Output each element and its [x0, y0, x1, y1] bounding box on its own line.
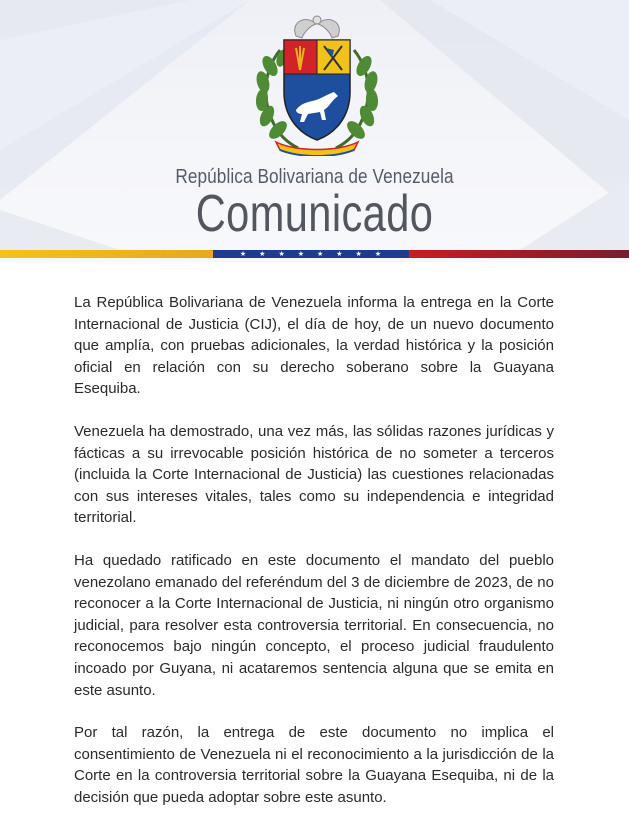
communique-body	[74, 292, 554, 829]
flag-stripe-red	[409, 250, 629, 258]
flag-stripe-blue	[213, 250, 409, 258]
document-header	[0, 0, 629, 262]
flag-stripe-yellow	[0, 250, 213, 258]
republic-name: República Bolivariana de Venezuela	[175, 166, 454, 188]
paragraph-2: Venezuela ha demostrado, una vez más, las sólidas razones jurídicas y fácticas a su irrevocable posición histórica de no someter a terceros (incluida la Corte Internacional de Justicia) las cuestiones relacionadas con sus intereses vitales, tales como su independencia e integridad territorial.	[74, 422, 554, 527]
venezuela-coat-of-arms-icon	[246, 10, 388, 156]
flag-stripe	[0, 250, 629, 258]
paragraph-4: Por tal razón, la entrega de este documento no implica el consentimiento de Venezuela ni el reconocimiento a la jurisdicción de la Corte en la controversia territorial sobre la Guayana Esequiba, ni de la decisión que pueda adoptar sobre este asunto.	[74, 724, 554, 806]
stars-icon: ★★★★★★★★	[239, 250, 395, 258]
page-title: Comunicado	[195, 185, 434, 243]
paragraph-3: Ha quedado ratificado en este documento el mandato del pueblo venezolano emanado del referéndum del 3 de diciembre de 2023, de no reconocer a la Corte Internacional de Justicia, ni ningún otro organismo judicial, para resolver esta controversia territorial. En consecuencia, no reconocemos bajo ningún concepto, el proceso judicial fraudulento incoado por Guyana, ni acataremos sentencia alguna que se emita en este asunto.	[74, 551, 554, 699]
paragraph-1: La República Bolivariana de Venezuela informa la entrega en la Corte Internacional de Justicia (CIJ), el día de hoy, de un nuevo documento que amplía, con pruebas adicionales, la verdad histórica y la posición oficial en relación con su derecho soberano sobre la Guayana Esequiba.	[74, 294, 554, 398]
